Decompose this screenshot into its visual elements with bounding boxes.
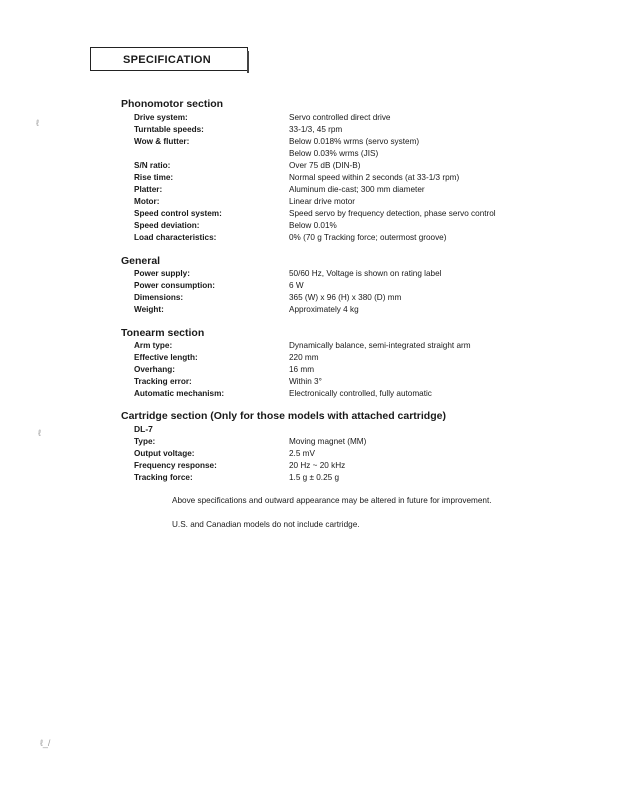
spec-value: Approximately 4 kg (289, 305, 359, 314)
spec-value: 1.5 g ± 0.25 g (289, 473, 340, 482)
spec-value: Servo controlled direct drive (289, 113, 391, 122)
scan-mark: ℓ (38, 428, 41, 438)
spec-label: Weight: (134, 305, 164, 314)
spec-label: Drive system: (134, 113, 188, 122)
spec-value: 50/60 Hz, Voltage is shown on rating label (289, 269, 442, 278)
spec-value: Moving magnet (MM) (289, 437, 367, 446)
spec-label: S/N ratio: (134, 161, 171, 170)
spec-label: Arm type: (134, 341, 173, 350)
phonomotor-heading: Phonomotor section (121, 98, 224, 110)
spec-label: Motor: (134, 197, 160, 206)
spec-label: Rise time: (134, 173, 174, 182)
spec-value: Below 0.018% wrms (servo system) (289, 137, 420, 146)
spec-label: Dimensions: (134, 293, 184, 302)
spec-value: Aluminum die-cast; 300 mm diameter (289, 185, 425, 194)
page-title: SPECIFICATION (90, 47, 248, 71)
general-heading: General (121, 255, 161, 267)
spec-label: Speed deviation: (134, 221, 200, 230)
spec-value: 0% (70 g Tracking force; outermost groove) (289, 233, 447, 242)
spec-value: Linear drive motor (289, 197, 355, 206)
spec-label: Turntable speeds: (134, 125, 204, 134)
spec-label: Load characteristics: (134, 233, 217, 242)
spec-value: Electronically controlled, fully automatic (289, 389, 432, 398)
spec-value: 220 mm (289, 353, 319, 362)
spec-value: 33-1/3, 45 rpm (289, 125, 343, 134)
spec-value: Within 3° (289, 377, 322, 386)
spec-value: Over 75 dB (DIN-B) (289, 161, 361, 170)
spec-value: 2.5 mV (289, 449, 315, 458)
spec-label: Effective length: (134, 353, 198, 362)
spec-label: Power consumption: (134, 281, 215, 290)
spec-value: Below 0.01% (289, 221, 337, 230)
note-improvement: Above specifications and outward appearance may be altered in future for improvement. (172, 496, 492, 505)
scan-mark: ℓ_/ (40, 738, 51, 748)
spec-value: 20 Hz ~ 20 kHz (289, 461, 346, 470)
spec-value: Dynamically balance, semi-integrated straight arm (289, 341, 471, 350)
scan-mark: ℓ (36, 118, 39, 128)
spec-label: Type: (134, 437, 156, 446)
spec-value: 6 W (289, 281, 304, 290)
spec-label: Frequency response: (134, 461, 217, 470)
spec-label: Wow & flutter: (134, 137, 190, 146)
spec-value: 16 mm (289, 365, 315, 374)
cartridge-model: DL-7 (134, 424, 153, 434)
spec-label: Overhang: (134, 365, 175, 374)
spec-value: Normal speed within 2 seconds (at 33-1/3 rpm) (289, 173, 460, 182)
spec-value: 365 (W) x 96 (H) x 380 (D) mm (289, 293, 402, 302)
spec-label: Tracking error: (134, 377, 192, 386)
cartridge-heading: Cartridge section (Only for those models with attached cartridge) (121, 410, 446, 422)
spec-label: Speed control system: (134, 209, 222, 218)
tonearm-heading: Tonearm section (121, 327, 205, 339)
note-cartridge: U.S. and Canadian models do not include cartridge. (172, 520, 360, 529)
spec-label: Automatic mechanism: (134, 389, 225, 398)
spec-value: Speed servo by frequency detection, phase servo control (289, 209, 496, 218)
spec-label: Output voltage: (134, 449, 195, 458)
spec-label: Platter: (134, 185, 163, 194)
spec-value: Below 0.03% wrms (JIS) (289, 149, 379, 158)
title-box-shadow (247, 51, 249, 73)
spec-label: Power supply: (134, 269, 190, 278)
spec-label: Tracking force: (134, 473, 193, 482)
